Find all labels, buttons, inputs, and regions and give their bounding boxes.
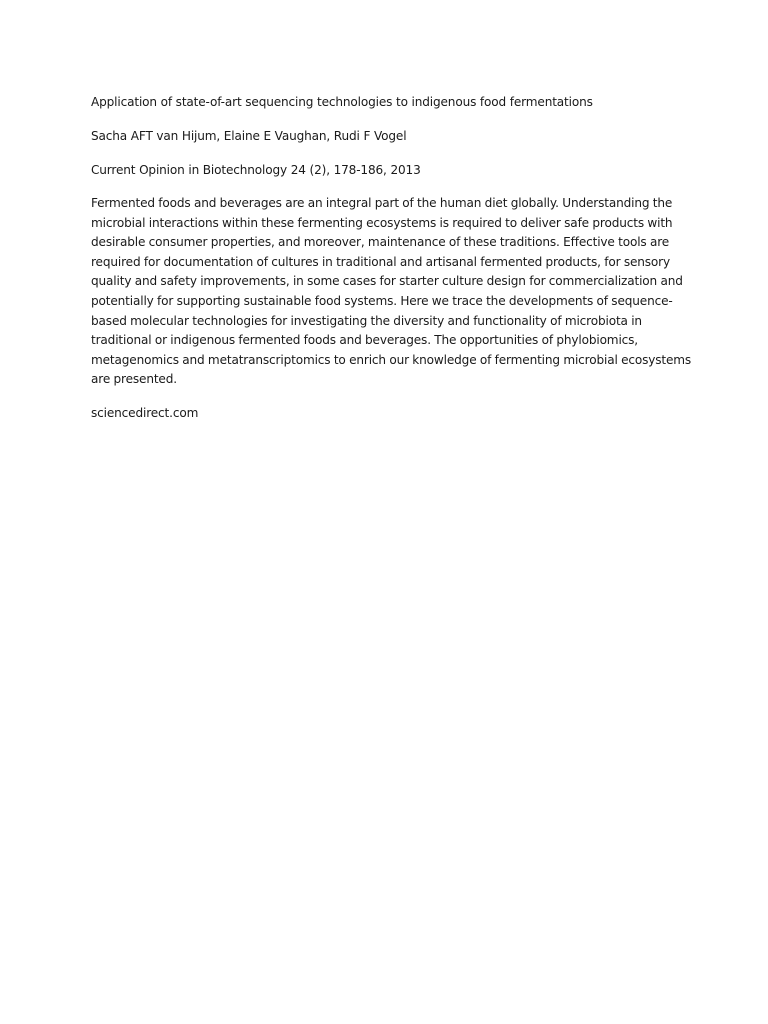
document-authors: Sacha AFT van Hijum, Elaine E Vaughan, Rudi F Vogel — [91, 129, 407, 143]
document-abstract: Fermented foods and beverages are an integral part of the human diet globally. Understanding the microbial interactions within these fermenting ecosystems is required to deliver safe products with desirable consumer properties, and moreover, maintenance of these traditions. Effective tools are required for documentation of cultures in traditional and artisanal fermented products, for sensory quality and safety improvements, in some cases for starter culture design for commercialization and potentially for supporting sustainable food systems. Here we trace the developments of sequence-based molecular technologies for investigating the diversity and functionality of microbiota in traditional or indigenous fermented foods and beverages. The opportunities of phylobiomics, metagenomics and metatranscriptomics to enrich our knowledge of fermenting microbial ecosystems are presented. — [91, 196, 692, 387]
document-citation: Current Opinion in Biotechnology 24 (2), 178-186, 2013 — [91, 163, 421, 177]
document-source: sciencedirect.com — [91, 405, 199, 420]
document-content — [91, 92, 696, 437]
document-title: Application of state-of-art sequencing technologies to indigenous food fermentations — [91, 95, 593, 109]
